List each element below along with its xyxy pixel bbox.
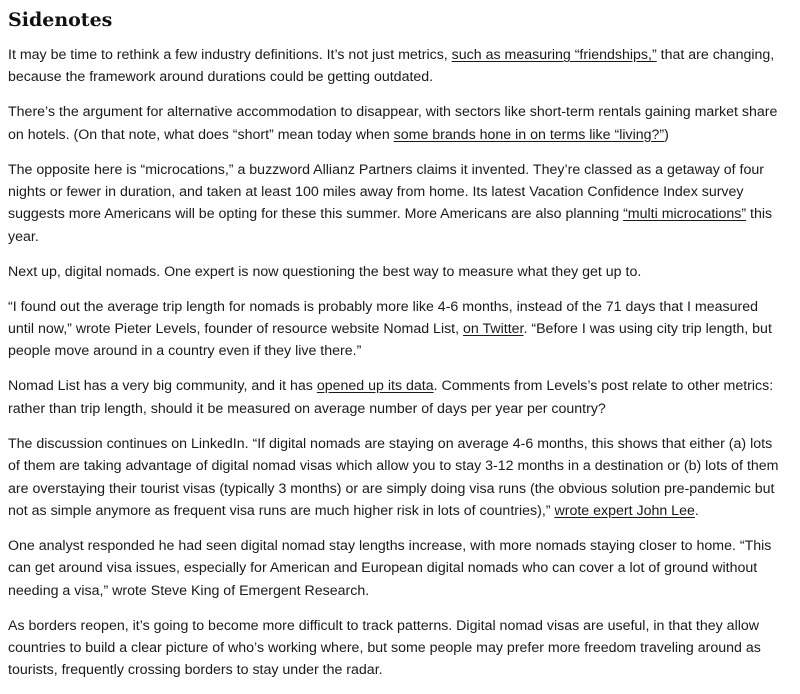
paragraph-text: One analyst responded he had seen digital nomad stay lengths increase, with more nomads staying closer to home. “This can get around visa issues, especially for American and European digital nomads who can cover a lot of ground without needing a visa,” wrote Steve King of Emergent Research. (8, 537, 772, 599)
paragraph-text: this year. (8, 206, 773, 245)
link-opened-up-data[interactable]: opened up its data (316, 378, 434, 395)
link-brands-living[interactable]: some brands hone in on terms like “living?” (393, 126, 665, 143)
paragraph-text: It may be time to rethink a few industry definitions. It’s not just metrics, (8, 47, 452, 63)
link-john-lee[interactable]: wrote expert John Lee (554, 502, 695, 519)
paragraph-text: . (694, 502, 699, 519)
paragraph-text: ) (664, 126, 669, 143)
paragraph-text: There’s the argument for alternative accommodation to disappear, with sectors like short-term rentals gaining market share on hotels. (On that note, what does “short” mean today when (8, 104, 778, 143)
paragraph-7 (8, 433, 782, 523)
article (8, 0, 782, 694)
link-measuring-friendships[interactable]: such as measuring “friendships,” (451, 47, 657, 63)
paragraph-text: Nomad List has a very big community, and it has (8, 378, 317, 395)
link-on-twitter[interactable]: on Twitter (463, 321, 524, 338)
paragraph-1 (8, 44, 782, 89)
paragraph-3 (8, 159, 782, 249)
paragraph-text: “I found out the average trip length for nomads is probably more like 4-6 months, instead of the 71 days that I measured until now,” wrote Pieter Levels, founder of resource website Nomad List, (8, 298, 758, 338)
paragraph-text: The opposite here is “microcations,” a buzzword Allianz Partners claims it invented. They’re classed as a getaway of four nights or fewer in duration, and taken at least 100 miles away from home. Its latest Vacation Confidence Index survey suggests more Americans will be opting for these this summer. More Americans are also planning (8, 161, 764, 223)
paragraph-6 (8, 375, 782, 420)
paragraph-text: . “Before I was using city trip length, but people move around in a country even if they live there.” (8, 321, 772, 360)
paragraph-2 (8, 101, 782, 146)
paragraph-text: . Comments from Levels’s post relate to other metrics: rather than trip length, should it be measured on average number of days per year per country? (8, 378, 774, 417)
paragraph-text: Next up, digital nomads. One expert is now questioning the best way to measure what they get up to. (8, 263, 642, 280)
paragraph-4 (8, 261, 782, 283)
article-body (8, 44, 782, 682)
paragraph-8 (8, 535, 782, 602)
paragraph-5 (8, 296, 782, 363)
section-heading: Sidenotes (8, 9, 113, 31)
paragraph-text: that are changing, because the framework around durations could be getting outdated. (8, 47, 775, 86)
link-multi-microcations[interactable]: “multi microcations” (623, 206, 747, 223)
paragraph-text: As borders reopen, it’s going to become more difficult to track patterns. Digital nomad visas are useful, in that they allow countries to build a clear picture of who’s working where, but some people may prefer more freedom traveling around as tourists, frequently crossing borders to stay under the radar. (8, 617, 761, 679)
paragraph-9 (8, 615, 782, 682)
paragraph-text: The discussion continues on LinkedIn. “If digital nomads are staying on average 4-6 months, this shows that either (a) lots of them are taking advantage of digital nomad visas which allow you to stay 3-12 months in a destination or (b) lots of them are overstaying their tourist visas (typically 3 months) or are simply doing visa runs (the obvious solution pre-pandemic but not as simple anymore as frequent visa runs are much higher risk in lots of countries),” (8, 435, 779, 519)
